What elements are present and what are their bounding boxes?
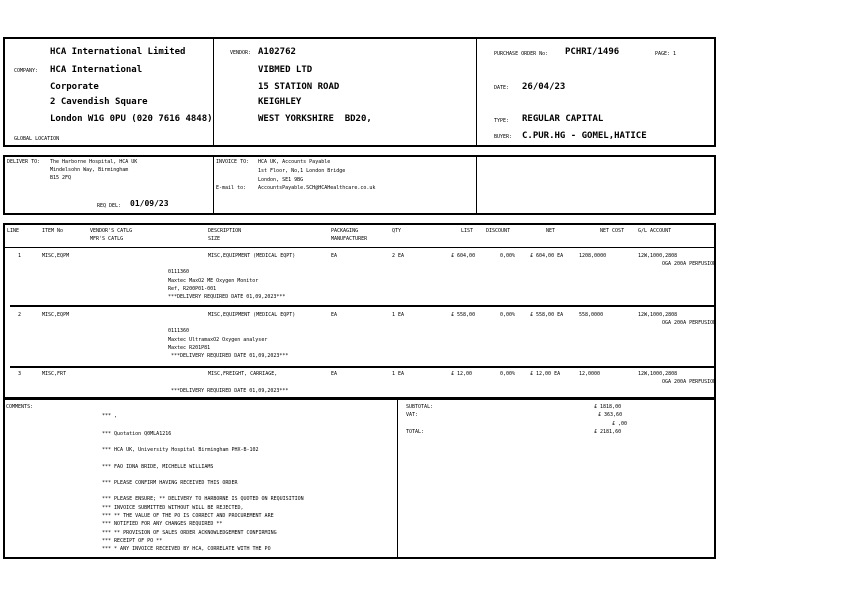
company: HCA International — [50, 65, 143, 75]
packaging: EA — [331, 371, 338, 377]
po-number: PCHRI/1496 — [565, 47, 620, 57]
comment-line: *** INVOICE SUBMITTED WITHOUT WILL BE REJECTED, — [102, 505, 244, 511]
col-vendor-catlg: VENDOR'S CATLG — [90, 228, 133, 234]
col-description: DESCRIPTION — [208, 228, 242, 234]
global-location-label: GLOBAL LOCATION — [14, 136, 60, 142]
col-item: ITEM No — [42, 228, 64, 234]
invoice-line1: HCA UK, Accounts Payable — [258, 159, 331, 165]
buyer-label: BUYER: — [494, 134, 513, 140]
date-label: DATE: — [494, 85, 510, 91]
quantity: 1 EA — [392, 312, 405, 318]
vendor-address2: KEIGHLEY — [258, 97, 302, 107]
comment-line: *** FAO IDNA BRIDE, MICHELLE WILLIAMS — [102, 464, 214, 470]
net-cost: 1208,0000 — [579, 253, 607, 259]
item-number: MISC,FRT — [42, 371, 67, 377]
list-price: £ 558,00 — [451, 312, 476, 318]
page-label: PAGE: 1 — [655, 51, 677, 57]
discount: 0,00% — [500, 312, 516, 318]
list-price: £ 12,00 — [451, 371, 473, 377]
detail-line: ***DELIVERY REQUIRED DATE 01,09,2023*** — [168, 353, 289, 359]
vendor-label: VENDOR: — [230, 50, 252, 56]
buyer: C.PUR.HG - GOMEL,HATICE — [522, 131, 647, 141]
detail-line: Maxtec MaxO2 ME Oxygen Monitor — [168, 278, 259, 284]
deliver-line3: B15 2FQ — [50, 175, 72, 181]
comment-line: *** ** THE VALUE OF THE PO IS CORRECT AND PROCUREMENT ARE — [102, 513, 274, 519]
invoice-line3: London, SE1 9BG — [258, 177, 304, 183]
comment-line: *** ** PROVISION OF SALES ORDER ACKNOWLEDGEMENT CONFIRMING — [102, 530, 277, 536]
type-label: TYPE: — [494, 118, 510, 124]
detail-line: Maxtec UltramaxO2 Oxygen analyser — [168, 337, 268, 343]
vat-value: £ 363,60 — [598, 412, 623, 418]
col-packaging: PACKAGING — [331, 228, 359, 234]
divider — [397, 399, 398, 558]
comment-line: *** PLEASE CONFIRM HAVING RECEIVED THIS ORDER — [102, 480, 238, 486]
vendor-number: A102762 — [258, 47, 296, 57]
lines-box — [3, 223, 716, 399]
deliver-line1: The Harborne Hospital, HCA UK — [50, 159, 138, 165]
net-cost: 558,0000 — [579, 312, 604, 318]
vat-label: VAT: — [406, 412, 419, 418]
divider — [213, 156, 214, 214]
deliver-line2: Mindelsohn Way, Birmingham — [50, 167, 129, 173]
col-qty: QTY — [392, 228, 402, 234]
gl-account: 12W,1000,2808 — [638, 312, 678, 318]
discount: 0,00% — [500, 371, 516, 377]
col-discount: DISCOUNT — [486, 228, 511, 234]
line-number: 1 — [18, 253, 22, 259]
comment-line: *** NOTIFIED FOR ANY CHANGES REQUIRED ** — [102, 521, 223, 527]
detail-line: 0111360 — [168, 269, 190, 275]
item-number: MISC,EQPM — [42, 253, 70, 259]
item-description: MISC,FREIGHT, CARRIAGE, — [208, 371, 278, 377]
comment-line: *** Quotation Q0MLA1216 — [102, 431, 172, 437]
comment-line: *** PLEASE ENSURE; ** DELIVERY TO HARBORNE IS QUOTED ON REQUISITION — [102, 496, 304, 502]
vendor-address1: 15 STATION ROAD — [258, 82, 340, 92]
discount: 0,00% — [500, 253, 516, 259]
po-label: PURCHASE ORDER No: — [494, 51, 549, 57]
col-size: SIZE — [208, 236, 221, 242]
email-label: E-mail to: — [216, 185, 247, 191]
comment-line: *** , — [102, 413, 118, 419]
divider — [213, 38, 214, 146]
comment-line: *** RECEIPT OF PO ** — [102, 538, 163, 544]
comment-line: *** * ANY INVOICE RECEIVED BY HCA, CORRELATE WITH THE PO — [102, 546, 271, 552]
row-rule — [10, 305, 715, 307]
net-cost: 12,0000 — [579, 371, 601, 377]
col-list: LIST — [461, 228, 474, 234]
company-line2: 2 Cavendish Square — [50, 97, 148, 107]
req-del-label: REQ DEL: — [97, 203, 122, 209]
col-net-cost: NET COST — [600, 228, 625, 234]
net-price: £ 604,00 EA — [530, 253, 564, 259]
row-rule — [10, 366, 715, 368]
subtotal-value: £ 1818,00 — [594, 404, 622, 410]
gl-sub: OGA 200A PERFUSION — [662, 379, 717, 385]
detail-line: 0111360 — [168, 328, 190, 334]
item-description: MISC,EQUIPMENT (MEDICAL EQPT) — [208, 312, 296, 318]
gl-account: 12W,1000,2808 — [638, 371, 678, 377]
packaging: EA — [331, 253, 338, 259]
line-number: 2 — [18, 312, 22, 318]
total-label: TOTAL: — [406, 429, 425, 435]
packaging: EA — [331, 312, 338, 318]
po-date: 26/04/23 — [522, 82, 566, 92]
col-line: LINE — [7, 228, 20, 234]
header-rule — [4, 247, 715, 248]
invoice-email: AccountsPayable.SCH@HCAHealthcare.co.uk — [258, 185, 376, 191]
net-price: £ 12,00 EA — [530, 371, 561, 377]
comment-line: *** HCA UK, University Hospital Birmingham PHX-B-102 — [102, 447, 259, 453]
invoice-to-label: INVOICE TO: — [216, 159, 250, 165]
invoice-line2: 1st Floor, No,1 London Bridge — [258, 168, 346, 174]
item-number: MISC,EQPM — [42, 312, 70, 318]
col-gl-account: G/L ACCOUNT — [638, 228, 672, 234]
divider — [476, 156, 477, 214]
comments-label: COMMENTS: — [6, 404, 34, 410]
company-line3: London W1G 0PU (020 7616 4848) — [50, 114, 213, 124]
detail-line: ***DELIVERY REQUIRED DATE 01,09,2023*** — [168, 388, 289, 394]
gl-sub: OGA 200A PERFUSION — [662, 320, 717, 326]
total-value: £ 2181,60 — [594, 429, 622, 435]
list-price: £ 604,00 — [451, 253, 476, 259]
net-price: £ 558,00 EA — [530, 312, 564, 318]
deliver-to-label: DELIVER TO: — [7, 159, 41, 165]
item-description: MISC,EQUIPMENT (MEDICAL EQPT) — [208, 253, 296, 259]
other-value: £ ,00 — [612, 421, 628, 427]
vendor-address3: WEST YORKSHIRE BD20, — [258, 114, 372, 124]
line-number: 3 — [18, 371, 22, 377]
quantity: 2 EA — [392, 253, 405, 259]
detail-line: ***DELIVERY REQUIRED DATE 01,09,2023*** — [168, 294, 286, 300]
company-name: HCA International Limited — [50, 47, 186, 57]
divider — [476, 38, 477, 146]
col-net: NET — [546, 228, 556, 234]
company-label: COMPANY: — [14, 68, 39, 74]
col-manufacturer: MANUFACTURER — [331, 236, 368, 242]
vendor-name: VIBMED LTD — [258, 65, 313, 75]
col-mfr-catlg: MFR'S CATLG — [90, 236, 124, 242]
gl-account: 12W,1000,2808 — [638, 253, 678, 259]
subtotal-label: SUBTOTAL: — [406, 404, 434, 410]
detail-line: Maxtec R201P81 — [168, 345, 211, 351]
req-del-date: 01/09/23 — [130, 199, 169, 208]
po-type: REGULAR CAPITAL — [522, 114, 604, 124]
gl-sub: OGA 200A PERFUSION — [662, 261, 717, 267]
company-line1: Corporate — [50, 82, 99, 92]
detail-line: Ref, R200P01-001 — [168, 286, 217, 292]
quantity: 1 EA — [392, 371, 405, 377]
